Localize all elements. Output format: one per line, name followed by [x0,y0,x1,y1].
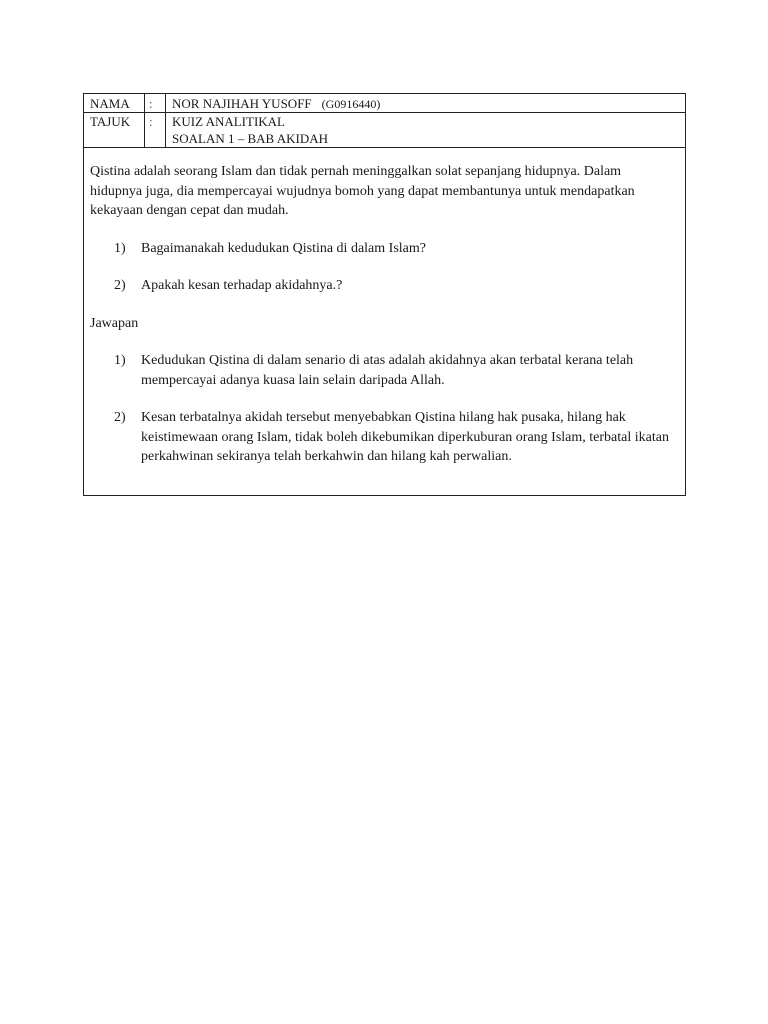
topic-line-2: SOALAN 1 – BAB AKIDAH [172,131,329,146]
answer-text: Kesan terbatalnya akidah tersebut menyebabkan Qistina hilang hak pusaka, hilang hak keistimewaan orang Islam, tidak boleh dikebumikan diperkuburan orang Islam, terbatal ikatan perkahwinan sekiranya telah berkahwin dan hilang kah perwalian. [141,410,669,464]
student-id: (G0916440) [321,97,381,111]
student-name: NOR NAJIHAH YUSOFF [172,96,312,111]
name-colon: : [145,94,166,112]
question-number: 1) [114,240,126,256]
question-item [90,276,675,296]
topic-colon: : [145,113,166,147]
topic-line-1: KUIZ ANALITIKAL [172,114,286,129]
topic-label: TAJUK [84,113,145,147]
topic-row [84,113,685,148]
document-body [84,148,685,495]
question-text: Apakah kesan terhadap akidahnya.? [141,278,343,293]
answer-heading: Jawapan [90,315,139,331]
name-label: NAMA [84,94,145,112]
name-value-cell [166,94,685,112]
answer-number: 1) [114,353,126,368]
answer-text: Kedudukan Qistina di dalam senario di atas adalah akidahnya akan terbatal kerana telah mempercayai adanya kuasa lain selain daripada Allah. [141,353,634,388]
answer-item [90,351,675,390]
name-row [84,94,685,113]
question-item [90,239,675,259]
topic-value-cell [166,113,685,147]
question-text: Bagaimanakah kedudukan Qistina di dalam Islam? [141,240,426,256]
scenario-paragraph: Qistina adalah seorang Islam dan tidak pernah meninggalkan solat sepanjang hidupnya. Dalam hidupnya juga, dia mempercayai wujudnya bomoh yang dapat membantunya untuk mendapatkan kekayaan dengan cepat dan mudah. [90,164,635,218]
document-frame [83,93,686,496]
answer-number: 2) [114,410,126,425]
answer-item [90,408,675,467]
question-number: 2) [114,278,126,293]
